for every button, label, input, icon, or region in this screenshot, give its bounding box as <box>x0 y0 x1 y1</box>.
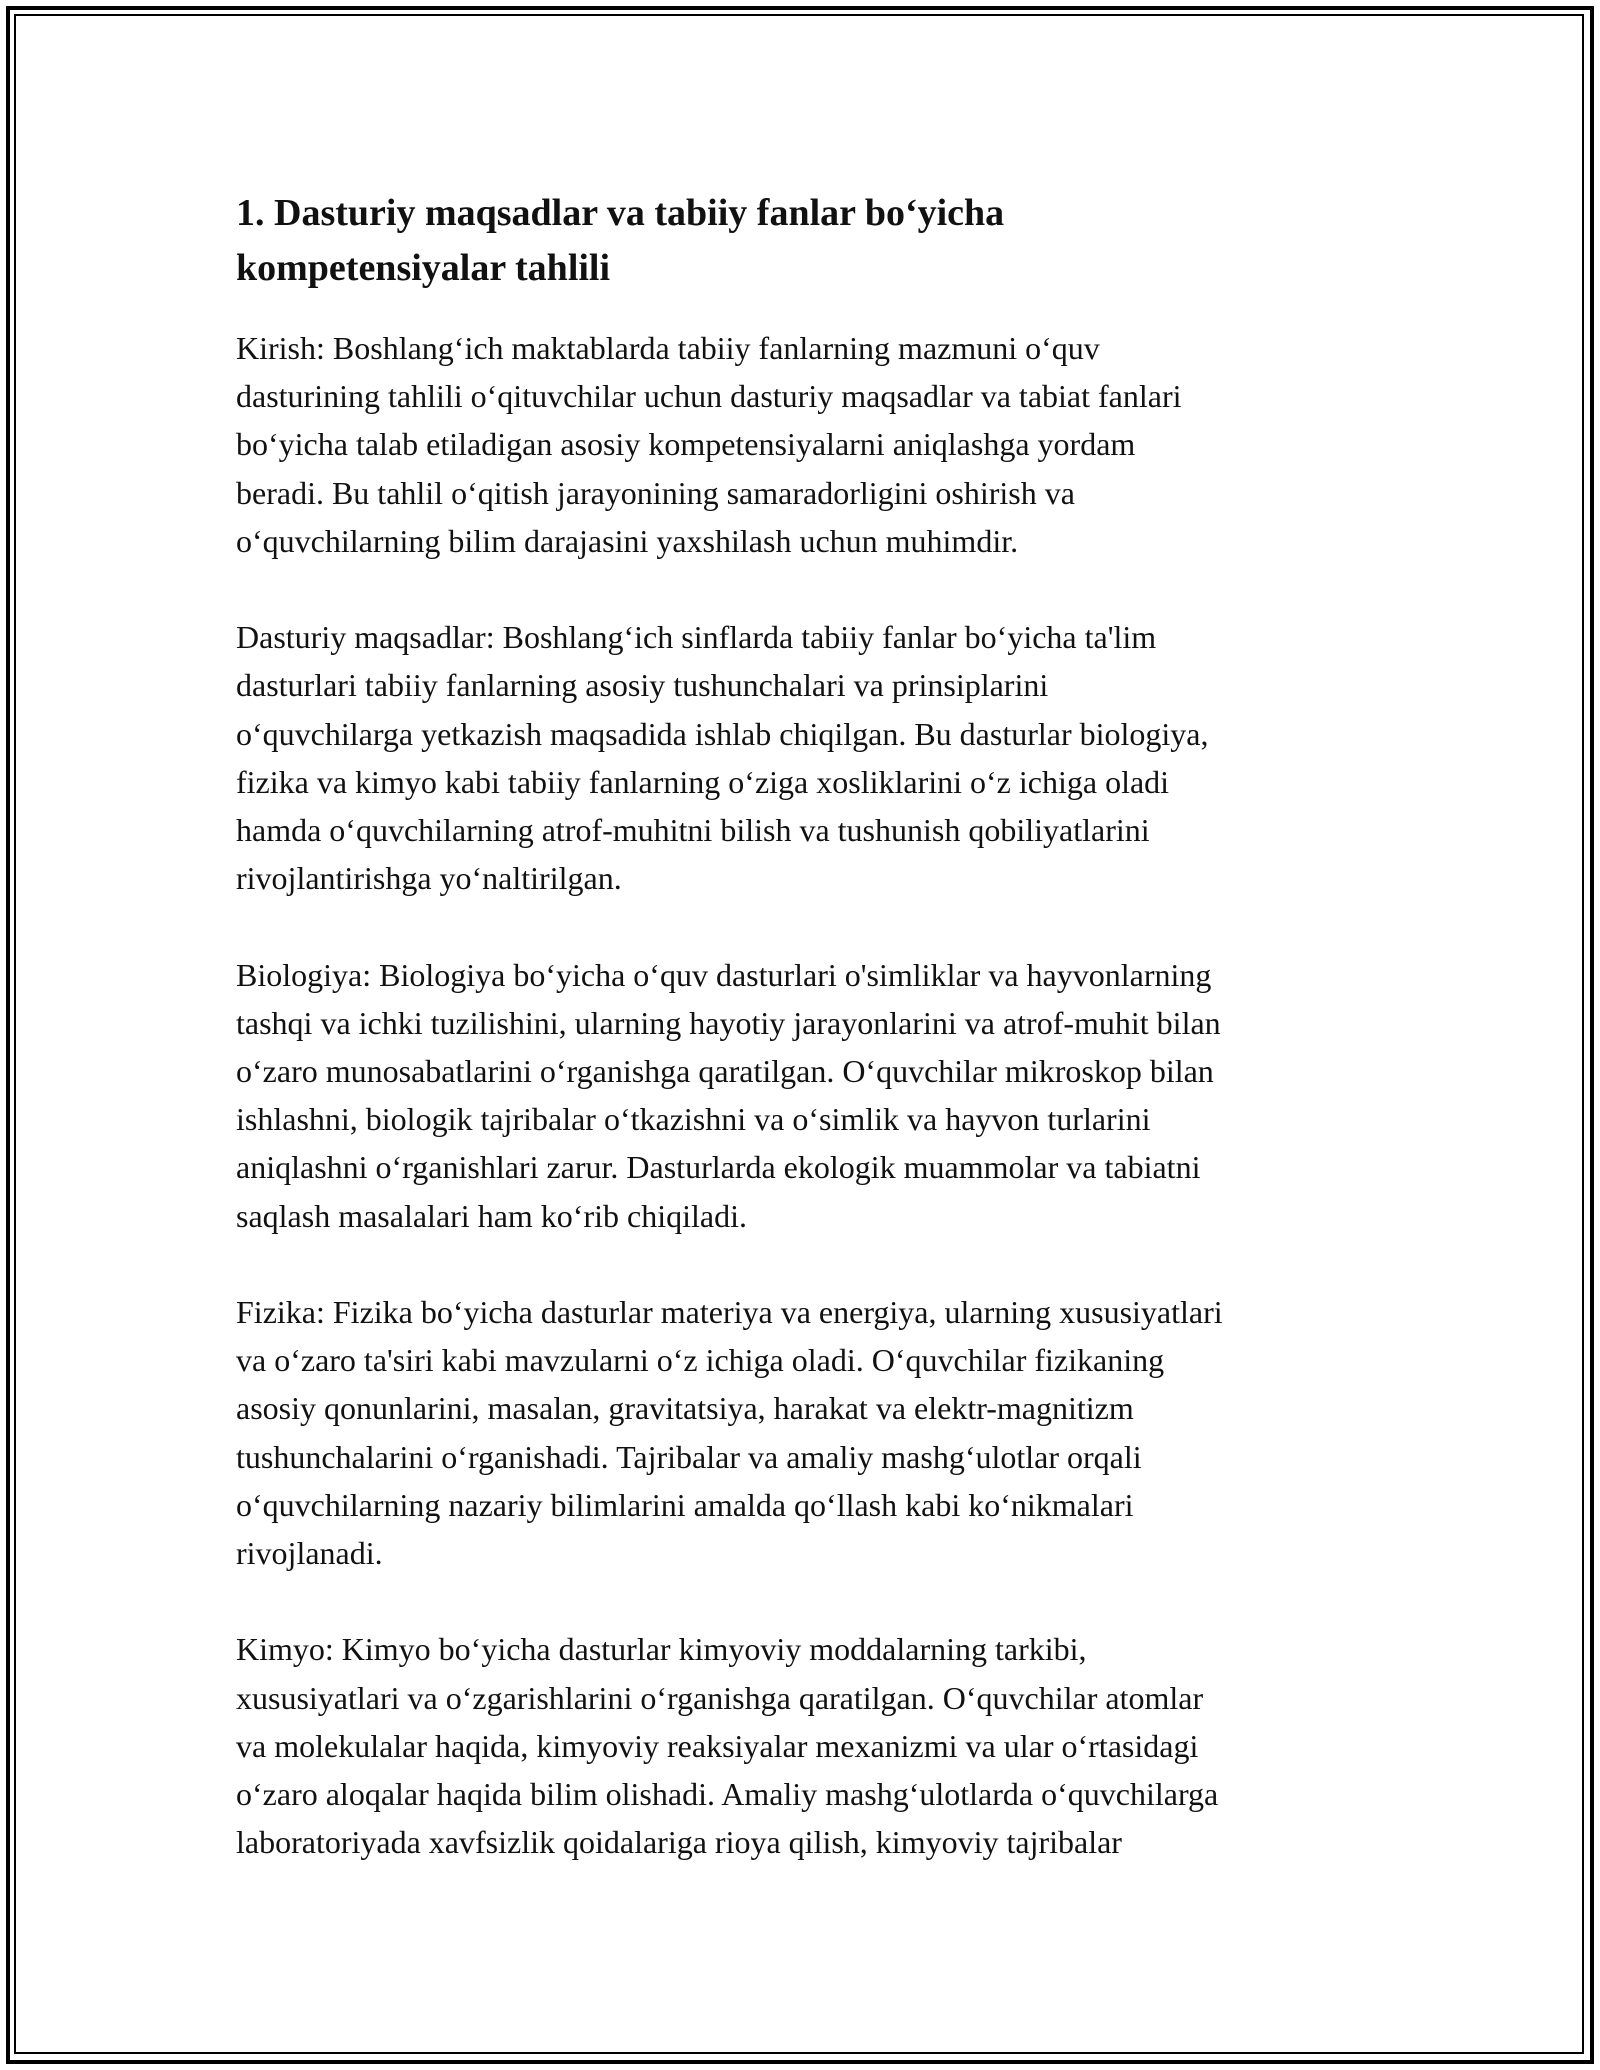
document-body <box>236 186 1380 1866</box>
paragraph-program-goals: Dasturiy maqsadlar: Boshlang‘ich sinflarda tabiiy fanlar bo‘yicha ta'lim dasturlari tabiiy fanlarning asosiy tushunchalari va prinsiplarini o‘quvchilarga yetkazish maqsadida ishlab chiqilgan. Bu dasturlar biologiya, fizika va kimyo kabi tabiiy fanlarning o‘ziga xosliklarini o‘z ichiga oladi hamda o‘quvchilarning atrof-muhitni bilish va tushunish qobiliyatlarini rivojlantirishga yo‘naltirilgan. <box>236 619 1209 897</box>
section-title: 1. Dasturiy maqsadlar va tabiiy fanlar bo‘yicha kompetensiyalar tahlili <box>236 192 1005 289</box>
paragraph-chemistry: Kimyo: Kimyo bo‘yicha dasturlar kimyoviy moddalarning tarkibi, xususiyatlari va o‘zgarishlarini o‘rganishga qaratilgan. O‘quvchilar atomlar va molekulalar haqida, kimyoviy reaksiyalar mexanizmi va ular o‘rtasidagi o‘zaro aloqalar haqida bilim olishadi. Amaliy mashg‘ulotlarda o‘quvchilarga laboratoriyada xavfsizlik qoidalariga rioya qilish, kimyoviy tajribalar <box>236 1631 1219 1861</box>
paragraph-biology: Biologiya: Biologiya bo‘yicha o‘quv dasturlari o'simliklar va hayvonlarning tashqi va ichki tuzilishini, ularning hayotiy jarayonlarini va atrof-muhit bilan o‘zaro munosabatlarini o‘rganishga qaratilgan. O‘quvchilar mikroskop bilan ishlashni, biologik tajribalar o‘tkazishni va o‘simlik va hayvon turlarini aniqlashni o‘rganishlari zarur. Dasturlarda ekologik muammolar va tabiatni saqlash masalalari ham ko‘rib chiqiladi. <box>236 956 1221 1234</box>
paragraph-introduction: Kirish: Boshlang‘ich maktablarda tabiiy fanlarning mazmuni o‘quv dasturining tahlili o‘qituvchilar uchun dasturiy maqsadlar va tabiat fanlari bo‘yicha talab etiladigan asosiy kompetensiyalarni aniqlashga yordam beradi. Bu tahlil o‘qitish jarayonining samaradorligini oshirish va o‘quvchilarning bilim darajasini yaxshilash uchun muhimdir. <box>236 330 1182 559</box>
paragraph-physics: Fizika: Fizika bo‘yicha dasturlar materiya va energiya, ularning xususiyatlari va o‘zaro ta'siri kabi mavzularni o‘z ichiga oladi. O‘quvchilar fizikaning asosiy qonunlarini, masalan, gravitatsiya, harakat va elektr-magnitizm tushunchalarini o‘rganishadi. Tajribalar va amaliy mashg‘ulotlar orqali o‘quvchilarning nazariy bilimlarini amalda qo‘llash kabi ko‘nikmalari rivojlanadi. <box>236 1294 1223 1572</box>
